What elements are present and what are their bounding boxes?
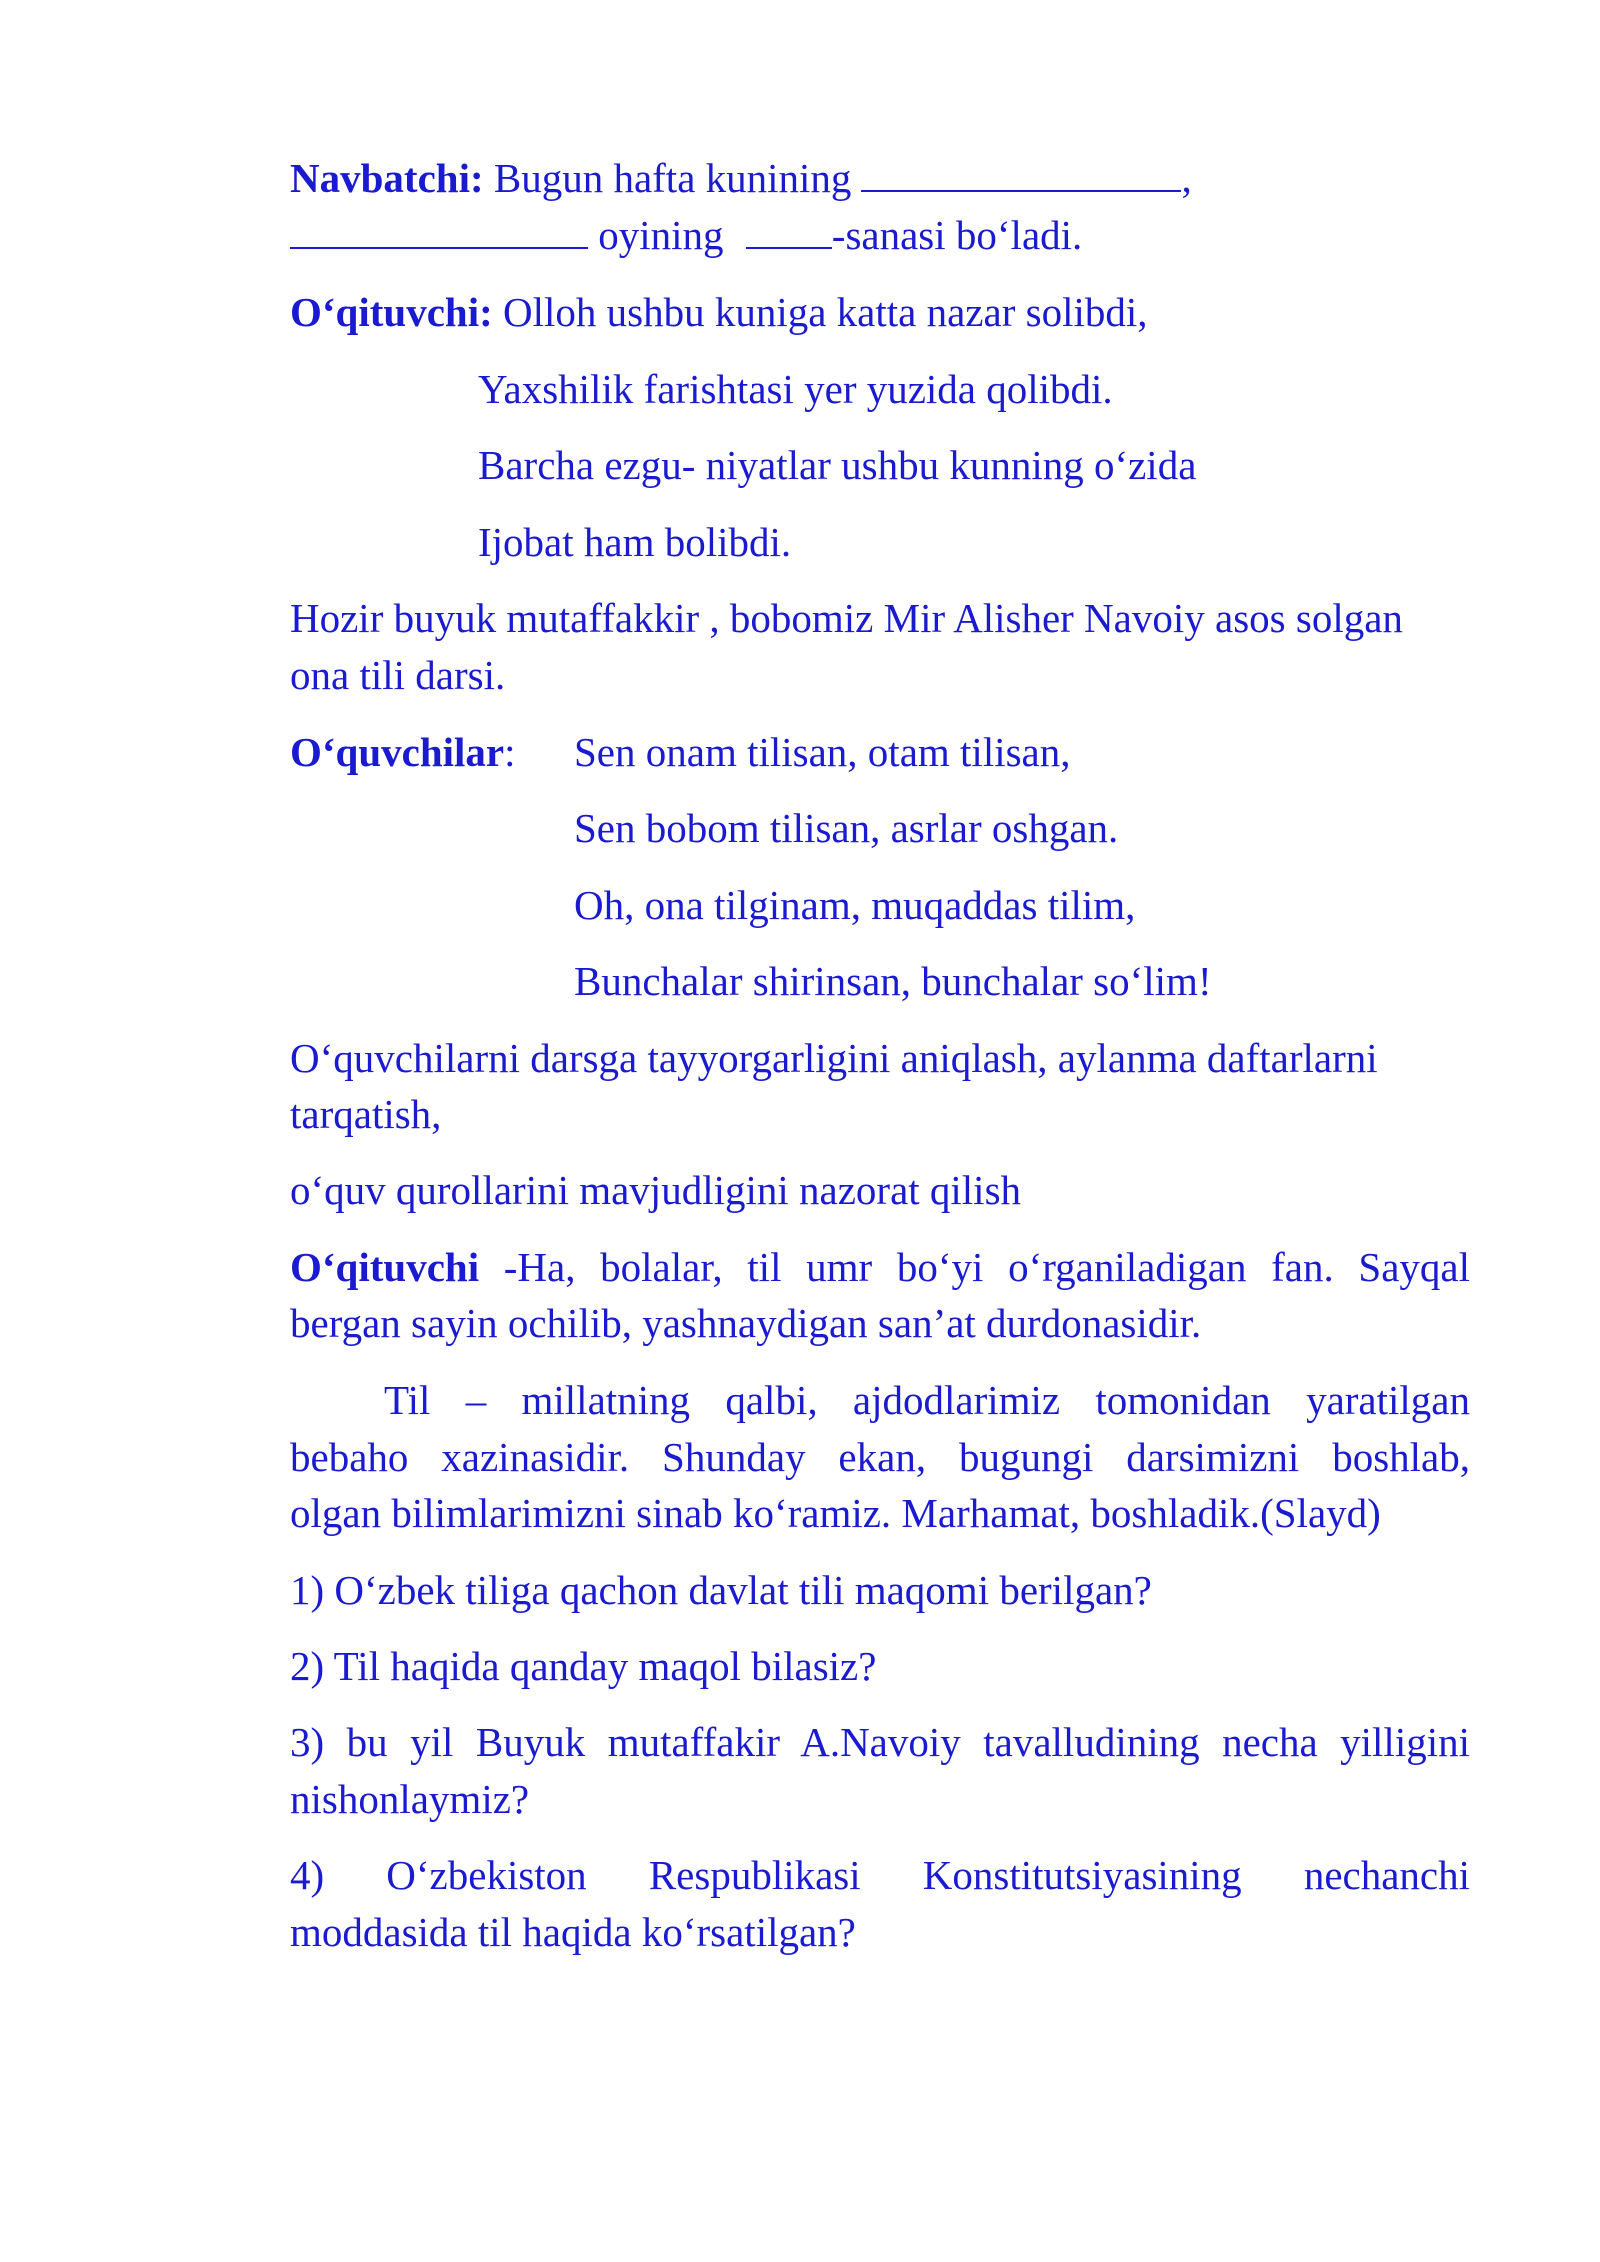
paragraph-line: bergan sayin ochilib, yashnaydigan san’at durdonasidir. [290, 1300, 1202, 1346]
poem-line: Olloh ushbu kuniga katta nazar solibdi, [492, 289, 1148, 335]
navbatchi-line-2 [290, 207, 1082, 263]
poem-line: Bunchalar shirinsan, bunchalar so‘lim! [574, 958, 1212, 1004]
oqituvchi2-label: O‘qituvchi [290, 1244, 480, 1290]
poem-line: Oh, ona tilginam, muqaddas tilim, [574, 882, 1136, 928]
date-blank [746, 211, 832, 249]
oquvchilar-label: O‘quvchilar [290, 729, 505, 775]
intro-line: ona tili darsi. [290, 652, 506, 698]
paragraph-line: Til – millatning qalbi, ajdodlarimiz tomonidan yaratilgan [384, 1377, 1470, 1423]
question-3: 3) bu yil Buyuk mutaffakir A.Navoiy tavalludining necha yilligini [290, 1719, 1470, 1765]
navbatchi-label: Navbatchi: [290, 155, 484, 201]
navbatchi-line-1 [290, 150, 1192, 206]
oquvchilar-label-line [290, 724, 516, 780]
poem-line: Sen onam tilisan, otam tilisan, [574, 729, 1071, 775]
poem-line: Sen bobom tilisan, asrlar oshgan. [574, 805, 1119, 851]
oqituvchi2-line-1 [290, 1239, 1470, 1295]
poem-line: Ijobat ham bolibdi. [478, 519, 792, 565]
oquvchilar-colon: : [504, 729, 516, 775]
month-text: oyining [588, 212, 734, 258]
question-4: 4) O‘zbekiston Respublikasi Konstitutsiyasining nechanchi [290, 1852, 1470, 1898]
task-line: O‘quvchilarni darsga tayyorgarligini aniqlash, aylanma daftarlarni [290, 1035, 1378, 1081]
oqituvchi-line-1 [290, 284, 1148, 340]
question-4-cont: moddasida til haqida ko‘rsatilgan? [290, 1909, 856, 1955]
date-text: -sanasi bo‘ladi. [831, 212, 1083, 258]
question-1: 1) O‘zbek tiliga qachon davlat tili maqomi berilgan? [290, 1567, 1152, 1613]
navbatchi-comma: , [1181, 155, 1192, 201]
navbatchi-text: Bugun hafta kunining [483, 155, 852, 201]
paragraph-line: olgan bilimlarimizni sinab ko‘ramiz. Marhamat, boshladik.(Slayd) [290, 1490, 1381, 1536]
intro-line: Hozir buyuk mutaffakkir , bobomiz Mir Alisher Navoiy asos solgan [290, 595, 1403, 641]
paragraph-text: -Ha, bolalar, til umr bo‘yi o‘rganiladigan fan. Sayqal [479, 1244, 1470, 1290]
task-line: o‘quv qurollarini mavjudligini nazorat qilish [290, 1167, 1022, 1213]
month-blank [290, 211, 588, 249]
question-2: 2) Til haqida qanday maqol bilasiz? [290, 1643, 877, 1689]
oqituvchi-label: O‘qituvchi: [290, 289, 493, 335]
task-line: tarqatish, [290, 1091, 442, 1137]
poem-line: Yaxshilik farishtasi yer yuzida qolibdi. [478, 366, 1113, 412]
question-3-cont: nishonlaymiz? [290, 1776, 530, 1822]
poem-line: Barcha ezgu- niyatlar ushbu kunning o‘zida [478, 442, 1197, 488]
weekday-blank [861, 154, 1181, 192]
paragraph-line: bebaho xazinasidir. Shunday ekan, bugungi darsimizni boshlab, [290, 1434, 1470, 1480]
